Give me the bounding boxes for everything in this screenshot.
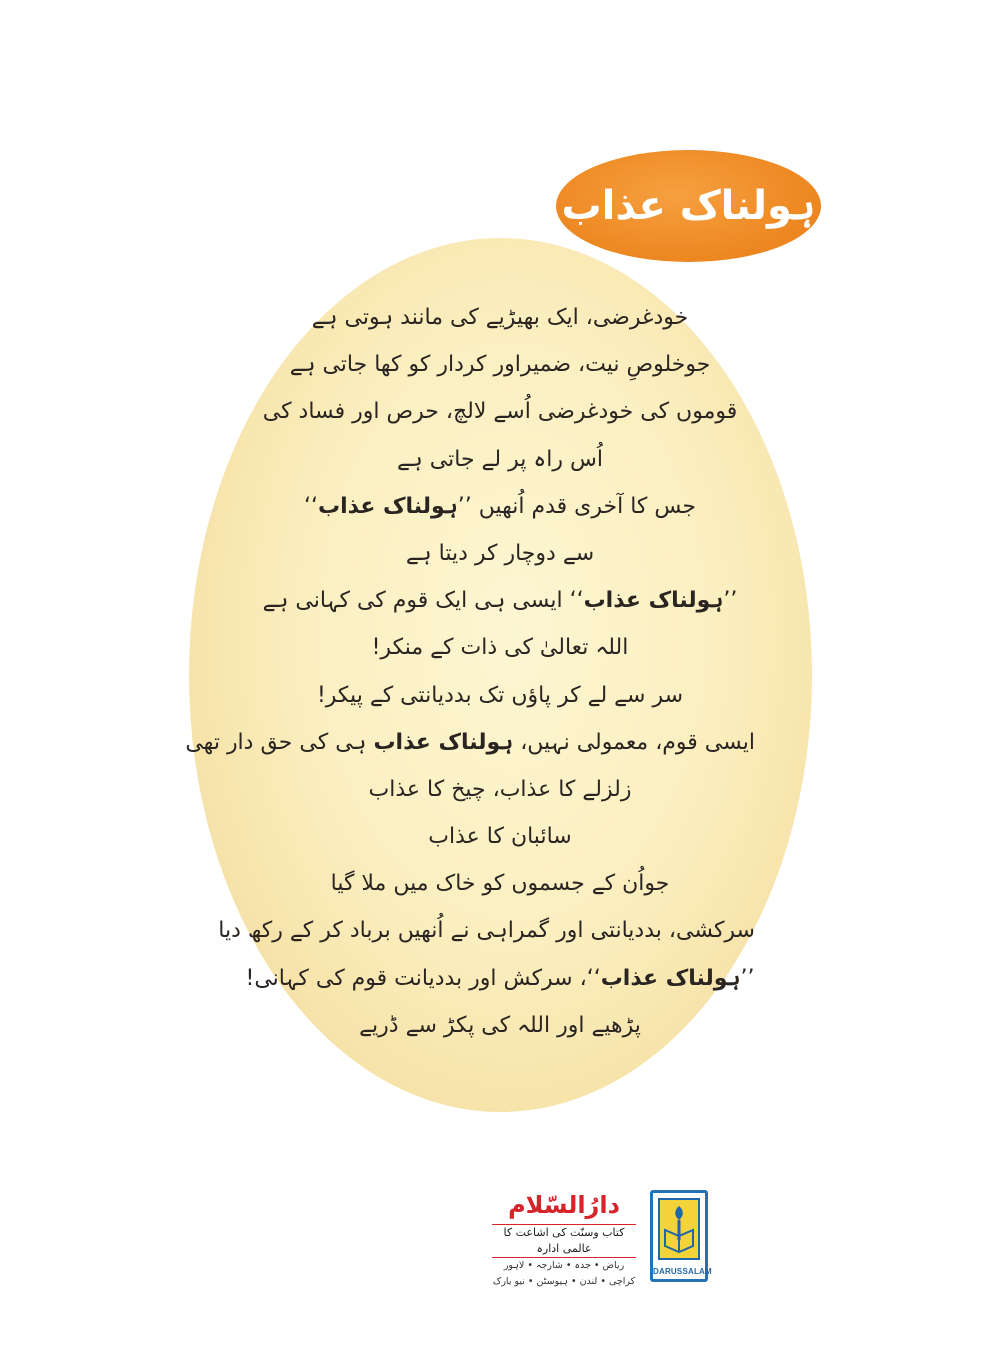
title-banner bbox=[556, 150, 821, 262]
poem-line: ’’ہولناک عذاب‘‘، سرکش اور بددیانت قوم کی کہانی! bbox=[245, 965, 755, 991]
darussalam-logo bbox=[650, 1190, 712, 1282]
poem-line: سرکشی، بددیانتی اور گمراہی نے اُنھیں برباد کر کے رکھ دیا bbox=[218, 918, 755, 944]
poem-text-block bbox=[185, 294, 755, 1049]
title-reference: ہولناک عذاب bbox=[600, 965, 741, 991]
poem-line: ’’ہولناک عذاب‘‘ ایسی ہی ایک قوم کی کہانی ہے bbox=[262, 588, 738, 614]
poem-line: زلزلے کا عذاب، چیخ کا عذاب bbox=[368, 776, 632, 802]
poem-line: ایسی قوم، معمولی نہیں، ہولناک عذاب ہی کی حق دار تھی bbox=[185, 729, 755, 755]
title-reference: ہولناک عذاب bbox=[373, 729, 514, 755]
poem-line: قوموں کی خودغرضی اُسے لالچ، حرص اور فساد کی bbox=[262, 399, 738, 425]
poem-line: اُس راہ پر لے جاتی ہے bbox=[397, 446, 603, 472]
title-reference: ہولناک عذاب bbox=[317, 493, 458, 519]
poem-line: پڑھیے اور اللہ کی پکڑ سے ڈریے bbox=[359, 1012, 641, 1038]
poem-line: سائبان کا عذاب bbox=[428, 824, 572, 850]
poem-line: جواُن کے جسموں کو خاک میں ملا گیا bbox=[330, 871, 670, 897]
page-title: ہولناک عذاب bbox=[561, 183, 816, 229]
logo-emblem-icon bbox=[658, 1198, 700, 1260]
book-pen-icon bbox=[660, 1200, 698, 1258]
publisher-cities-line-1: ریاض • جدہ • شارجہ • لاہور bbox=[503, 1260, 625, 1271]
poem-line: اللہ تعالیٰ کی ذات کے منکر! bbox=[371, 635, 629, 661]
publisher-name: دارُالسّلام bbox=[508, 1191, 620, 1219]
poem-line: جس کا آخری قدم اُنھیں ’’ہولناک عذاب‘‘ bbox=[303, 493, 697, 519]
publisher-info bbox=[484, 1188, 644, 1290]
publisher-cities-line-2: کراچی • لندن • ہیوسٹن • نیو یارک bbox=[492, 1276, 636, 1287]
poem-line: جوخلوصِ نیت، ضمیراور کردار کو کھا جاتی ہے bbox=[289, 352, 711, 378]
logo-caption: DARUSSALAM bbox=[653, 1267, 712, 1276]
title-reference: ہولناک عذاب bbox=[583, 588, 724, 614]
publisher-tagline: کتاب وسنّت کی اشاعت کا عالمی ادارہ bbox=[492, 1224, 636, 1258]
poem-line: سر سے لے کر پاؤں تک بددیانتی کے پیکر! bbox=[316, 682, 684, 708]
poem-line: خودغرضی، ایک بھیڑیے کی مانند ہوتی ہے bbox=[311, 305, 689, 330]
poem-line: سے دوچار کر دیتا ہے bbox=[405, 540, 595, 566]
